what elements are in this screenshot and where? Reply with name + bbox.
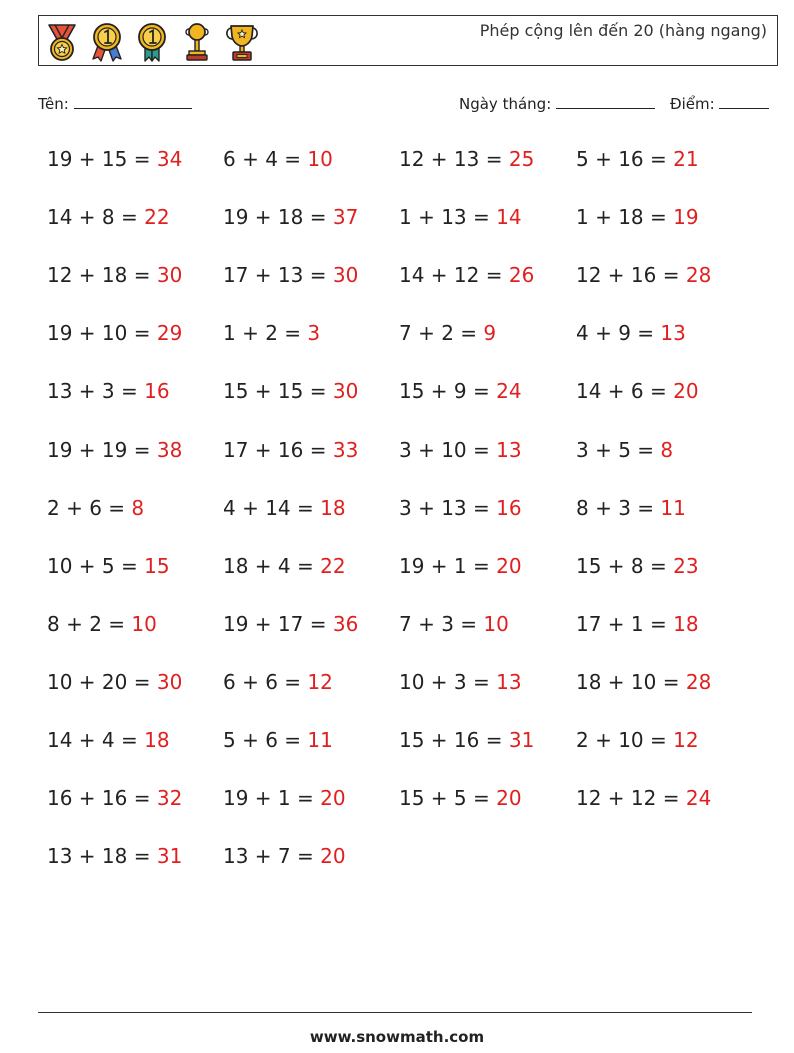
medal-star-icon (41, 21, 83, 63)
problem-question: 5 + 16 = (576, 147, 674, 171)
problem-item (399, 205, 522, 229)
problem-question: 1 + 18 = (576, 205, 674, 230)
problem-answer: 37 (332, 205, 359, 230)
problem-item (576, 496, 686, 520)
problem-item (47, 728, 170, 752)
problem-answer: 16 (496, 495, 522, 520)
problem-item (223, 147, 333, 171)
problem-item (399, 786, 522, 810)
problem-question: 19 + 17 = (223, 611, 333, 636)
problem-answer: 10 (307, 147, 333, 171)
problem-item (399, 728, 534, 752)
problem-answer: 12 (673, 728, 699, 752)
problem-answer: 26 (508, 263, 535, 288)
problem-answer: 36 (332, 611, 359, 636)
footer-divider (38, 1012, 752, 1013)
problem-answer: 11 (660, 495, 686, 520)
problem-question: 13 + 3 = (47, 379, 145, 404)
problem-item (223, 670, 333, 694)
problem-question: 17 + 16 = (223, 437, 333, 462)
problem-answer: 30 (332, 263, 359, 288)
problem-item (223, 844, 346, 868)
problem-answer: 18 (673, 611, 699, 636)
worksheet-title: Phép cộng lên đến 20 (hàng ngang) (479, 21, 767, 40)
problem-question: 4 + 9 = (576, 321, 661, 346)
problem-answer: 31 (508, 728, 535, 752)
problem-answer: 20 (496, 553, 522, 578)
problem-answer: 23 (673, 553, 699, 578)
problem-item (576, 438, 673, 462)
problem-question: 15 + 8 = (576, 553, 674, 578)
problem-item (576, 379, 699, 403)
problem-item (47, 438, 182, 462)
date-field (459, 94, 655, 113)
problem-answer: 31 (156, 844, 183, 869)
problem-answer: 38 (156, 437, 183, 462)
ribbon-gold-icon (131, 21, 173, 63)
problem-item (47, 147, 182, 171)
problem-question: 15 + 5 = (399, 786, 497, 811)
problem-answer: 12 (307, 669, 333, 694)
problem-answer: 24 (496, 379, 522, 404)
problem-item (399, 670, 522, 694)
rosette-gold-icon (86, 21, 128, 63)
problem-item (223, 263, 358, 287)
problem-item (223, 438, 358, 462)
worksheet-header (38, 15, 778, 66)
problem-answer: 8 (131, 495, 145, 520)
problem-answer: 18 (320, 495, 346, 520)
problem-answer: 20 (320, 786, 346, 811)
footer-url: www.snowmath.com (309, 1028, 485, 1046)
problem-item (223, 728, 333, 752)
problem-question: 14 + 12 = (399, 263, 509, 288)
problem-item (223, 786, 346, 810)
problem-question: 18 + 4 = (223, 553, 321, 578)
score-label: Điểm: (670, 95, 715, 113)
problem-answer: 30 (156, 669, 183, 694)
problem-question: 12 + 16 = (576, 263, 686, 288)
problem-question: 7 + 3 = (399, 611, 484, 636)
problem-question: 16 + 16 = (47, 786, 157, 811)
problem-answer: 15 (144, 553, 170, 578)
problem-answer: 32 (156, 786, 183, 811)
problem-answer: 10 (483, 611, 509, 636)
problem-question: 8 + 3 = (576, 495, 661, 520)
problem-question: 10 + 3 = (399, 669, 497, 694)
problem-question: 2 + 10 = (576, 728, 674, 752)
date-blank (556, 94, 655, 109)
problem-answer: 22 (144, 205, 170, 230)
problem-item (576, 670, 711, 694)
problem-question: 19 + 18 = (223, 205, 333, 230)
date-label: Ngày tháng: (459, 95, 552, 113)
problem-item (576, 147, 699, 171)
problem-question: 3 + 10 = (399, 437, 497, 462)
problem-item (47, 379, 170, 403)
problem-answer: 24 (685, 786, 712, 811)
problem-answer: 19 (673, 205, 699, 230)
problem-answer: 8 (660, 437, 674, 462)
problem-item (576, 554, 699, 578)
problem-answer: 13 (496, 669, 522, 694)
problem-question: 12 + 13 = (399, 147, 509, 171)
problem-question: 5 + 6 = (223, 728, 308, 752)
problem-answer: 13 (660, 321, 686, 346)
problem-question: 10 + 5 = (47, 553, 145, 578)
problem-item (399, 438, 522, 462)
problem-answer: 30 (156, 263, 183, 288)
problem-question: 19 + 15 = (47, 147, 157, 171)
problem-answer: 10 (131, 611, 157, 636)
problem-answer: 13 (496, 437, 522, 462)
problem-question: 19 + 1 = (223, 786, 321, 811)
problem-item (576, 612, 699, 636)
problem-answer: 3 (307, 321, 321, 346)
problem-question: 7 + 2 = (399, 321, 484, 346)
score-blank (719, 94, 769, 109)
problem-question: 14 + 4 = (47, 728, 145, 752)
problem-question: 10 + 20 = (47, 669, 157, 694)
problem-question: 1 + 2 = (223, 321, 308, 346)
problem-answer: 9 (483, 321, 497, 346)
problem-question: 8 + 2 = (47, 611, 132, 636)
problem-item (47, 612, 157, 636)
problem-answer: 29 (156, 321, 183, 346)
problem-answer: 16 (144, 379, 170, 404)
name-field (38, 94, 192, 113)
problem-question: 6 + 6 = (223, 669, 308, 694)
problem-item (47, 670, 182, 694)
problem-item (576, 263, 711, 287)
problem-answer: 30 (332, 379, 359, 404)
problem-item (47, 844, 182, 868)
problem-item (576, 321, 686, 345)
name-blank (74, 94, 192, 109)
problem-question: 12 + 18 = (47, 263, 157, 288)
problem-item (399, 147, 534, 171)
problem-item (223, 321, 320, 345)
problem-item (399, 612, 509, 636)
problem-answer: 22 (320, 553, 346, 578)
trophy-small-icon (176, 21, 218, 63)
problem-item (223, 205, 358, 229)
problem-item (576, 205, 699, 229)
problem-question: 15 + 15 = (223, 379, 333, 404)
problem-answer: 33 (332, 437, 359, 462)
problem-item (399, 263, 534, 287)
problem-answer: 20 (320, 844, 346, 869)
problem-question: 14 + 8 = (47, 205, 145, 230)
problem-item (399, 321, 496, 345)
problem-item (47, 263, 182, 287)
problem-question: 19 + 19 = (47, 437, 157, 462)
problem-item (47, 205, 170, 229)
trophy-cup-icon (221, 21, 263, 63)
problem-answer: 20 (496, 786, 522, 811)
problem-item (576, 786, 711, 810)
problem-answer: 28 (685, 669, 712, 694)
problem-item (399, 554, 522, 578)
problem-item (576, 728, 699, 752)
problem-question: 18 + 10 = (576, 669, 686, 694)
problem-item (223, 496, 346, 520)
problem-answer: 18 (144, 728, 170, 752)
problem-question: 19 + 10 = (47, 321, 157, 346)
problem-question: 15 + 16 = (399, 728, 509, 752)
problem-question: 13 + 18 = (47, 844, 157, 869)
problem-answer: 25 (508, 147, 535, 171)
problem-item (399, 379, 522, 403)
problem-answer: 11 (307, 728, 333, 752)
problem-answer: 14 (496, 205, 522, 230)
problem-answer: 34 (156, 147, 183, 171)
problem-question: 1 + 13 = (399, 205, 497, 230)
problem-question: 3 + 5 = (576, 437, 661, 462)
problem-question: 14 + 6 = (576, 379, 674, 404)
problem-question: 13 + 7 = (223, 844, 321, 869)
problem-item (399, 496, 522, 520)
problem-question: 19 + 1 = (399, 553, 497, 578)
name-label: Tên: (38, 95, 69, 113)
problem-question: 15 + 9 = (399, 379, 497, 404)
problem-answer: 28 (685, 263, 712, 288)
problem-answer: 20 (673, 379, 699, 404)
problem-item (47, 786, 182, 810)
problem-question: 4 + 14 = (223, 495, 321, 520)
problem-question: 3 + 13 = (399, 495, 497, 520)
problem-question: 2 + 6 = (47, 495, 132, 520)
problem-question: 6 + 4 = (223, 147, 308, 171)
problem-question: 17 + 13 = (223, 263, 333, 288)
problem-item (47, 321, 182, 345)
problem-answer: 21 (673, 147, 699, 171)
problem-question: 17 + 1 = (576, 611, 674, 636)
problem-item (223, 612, 358, 636)
problem-question: 12 + 12 = (576, 786, 686, 811)
problem-item (223, 379, 358, 403)
score-field (670, 94, 769, 113)
problem-item (223, 554, 346, 578)
problem-item (47, 554, 170, 578)
problem-item (47, 496, 144, 520)
